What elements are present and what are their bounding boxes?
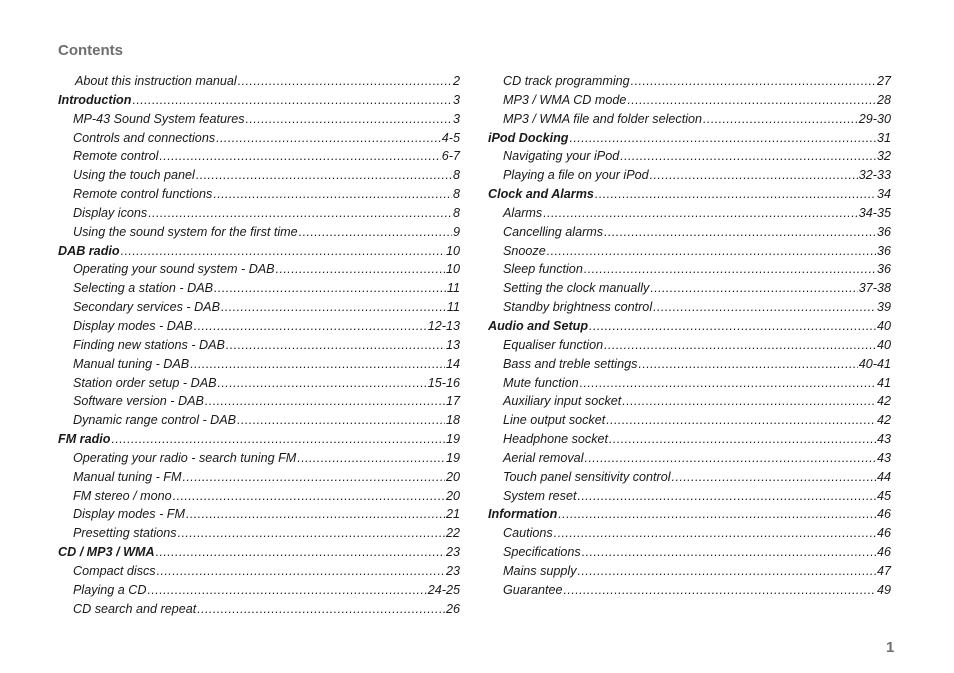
- toc-entry-page: 23: [445, 545, 460, 560]
- toc-dot-leader: [173, 489, 445, 503]
- toc-entry-title: System reset: [503, 488, 577, 503]
- toc-dot-leader: [627, 93, 876, 107]
- toc-entry[interactable]: [488, 112, 891, 131]
- toc-entry[interactable]: [488, 564, 891, 583]
- toc-entry-title: Manual tuning - DAB: [73, 356, 190, 371]
- toc-dot-leader: [178, 526, 445, 540]
- toc-entry-title: Remote control: [73, 149, 159, 164]
- toc-dot-leader: [238, 74, 452, 88]
- toc-entry-page: 40-41: [858, 356, 891, 371]
- toc-entry-title: CD search and repeat: [73, 601, 197, 616]
- toc-entry[interactable]: [488, 244, 891, 263]
- toc-entry-page: 9: [452, 224, 460, 239]
- toc-entry-title: Display modes - DAB: [73, 318, 193, 333]
- toc-dot-leader: [205, 394, 445, 408]
- toc-entry[interactable]: [488, 432, 891, 451]
- toc-entry[interactable]: [58, 262, 460, 281]
- toc-dot-leader: [631, 74, 876, 88]
- toc-dot-leader: [276, 262, 445, 276]
- toc-dot-leader: [218, 376, 427, 390]
- toc-entry-page: 27: [876, 74, 891, 88]
- toc-entry-page: 13: [445, 337, 460, 352]
- toc-dot-leader: [246, 112, 452, 126]
- toc-entry-title: Dynamic range control - DAB: [73, 413, 237, 428]
- toc-entry-page: 3: [452, 92, 460, 107]
- toc-section-entry[interactable]: [488, 319, 891, 338]
- toc-entry-title: DAB radio: [58, 243, 120, 258]
- toc-entry[interactable]: [488, 281, 891, 300]
- toc-section-entry[interactable]: [488, 187, 891, 206]
- toc-entry-title: Information: [488, 507, 558, 522]
- toc-entry-page: 46: [876, 507, 891, 522]
- toc-dot-leader: [214, 281, 446, 295]
- toc-entry-title: Controls and connections: [73, 130, 216, 145]
- toc-entry-title: Display modes - FM: [73, 507, 185, 522]
- toc-entry-page: 12-13: [427, 318, 460, 333]
- toc-dot-leader: [578, 564, 876, 578]
- toc-entry-page: 32-33: [858, 168, 891, 183]
- toc-entry-page: 43: [876, 450, 891, 465]
- toc-entry-title: Standby brightness control: [503, 300, 653, 315]
- toc-entry[interactable]: [58, 187, 460, 206]
- toc-entry[interactable]: [488, 149, 891, 168]
- toc-entry-title: MP-43 Sound System features: [73, 111, 245, 126]
- toc-dot-leader: [650, 168, 858, 182]
- toc-entry-title: Snooze: [503, 243, 546, 258]
- toc-dot-leader: [638, 357, 857, 371]
- toc-entry-title: Using the sound system for the first time: [73, 224, 298, 239]
- toc-entry[interactable]: [58, 507, 460, 526]
- toc-entry-title: Using the touch panel: [73, 168, 195, 183]
- toc-entry-page: 19: [445, 432, 460, 447]
- toc-right-column: [488, 74, 891, 602]
- toc-dot-leader: [226, 338, 445, 352]
- toc-dot-leader: [547, 244, 876, 258]
- toc-entry-title: FM radio: [58, 432, 111, 447]
- toc-entry-page: 3: [452, 111, 460, 126]
- toc-entry-page: 19: [445, 450, 460, 465]
- toc-entry[interactable]: [488, 206, 891, 225]
- toc-entry[interactable]: [58, 300, 460, 319]
- toc-dot-leader: [569, 131, 876, 145]
- toc-entry[interactable]: [488, 376, 891, 395]
- toc-entry[interactable]: [58, 131, 460, 150]
- toc-entry-page: 14: [445, 356, 460, 371]
- toc-dot-leader: [221, 300, 446, 314]
- toc-entry-title: Equaliser function: [503, 337, 604, 352]
- toc-entry-page: 4-5: [441, 130, 460, 145]
- toc-entry[interactable]: [58, 149, 460, 168]
- toc-entry-page: 20: [445, 488, 460, 503]
- toc-dot-leader: [653, 300, 876, 314]
- toc-dot-leader: [564, 583, 876, 597]
- toc-entry[interactable]: [58, 357, 460, 376]
- toc-dot-leader: [620, 149, 876, 163]
- toc-entry[interactable]: [58, 602, 460, 621]
- toc-dot-leader: [148, 206, 452, 220]
- toc-entry-title: Selecting a station - DAB: [73, 281, 214, 296]
- toc-entry[interactable]: [58, 394, 460, 413]
- toc-entry-page: 36: [876, 224, 891, 239]
- toc-entry-page: 45: [876, 488, 891, 503]
- toc-entry-page: 20: [445, 469, 460, 484]
- toc-entry[interactable]: [488, 74, 891, 93]
- toc-entry-page: 23: [445, 563, 460, 578]
- toc-entry[interactable]: [488, 413, 891, 432]
- toc-entry-title: Line output socket: [503, 413, 606, 428]
- toc-entry-title: Mains supply: [503, 563, 577, 578]
- toc-entry-page: 8: [452, 187, 460, 202]
- toc-entry-title: Aerial removal: [503, 450, 584, 465]
- toc-dot-leader: [585, 451, 876, 465]
- toc-dot-leader: [213, 187, 452, 201]
- toc-entry-page: 31: [876, 130, 891, 145]
- toc-entry-title: MP3 / WMA file and folder selection: [503, 111, 703, 126]
- toc-entry-title: Auxiliary input socket: [503, 394, 622, 409]
- toc-dot-leader: [159, 149, 440, 163]
- toc-entry-page: 6-7: [441, 149, 460, 164]
- toc-dot-leader: [111, 432, 445, 446]
- toc-entry[interactable]: [488, 583, 891, 602]
- toc-dot-leader: [121, 244, 445, 258]
- toc-entry-page: 36: [876, 262, 891, 277]
- toc-entry[interactable]: [58, 281, 460, 300]
- toc-entry-title: Operating your sound system - DAB: [73, 262, 275, 277]
- toc-dot-leader: [582, 545, 876, 559]
- toc-entry-page: 8: [452, 205, 460, 220]
- toc-entry-title: CD track programming: [503, 74, 630, 88]
- toc-entry-page: 21: [445, 507, 460, 522]
- toc-entry-title: Software version - DAB: [73, 394, 204, 409]
- toc-entry-title: About this instruction manual: [75, 74, 237, 88]
- toc-dot-leader: [216, 131, 441, 145]
- toc-entry[interactable]: [488, 225, 891, 244]
- toc-entry[interactable]: [58, 168, 460, 187]
- toc-dot-leader: [299, 225, 452, 239]
- toc-entry-title: Touch panel sensitivity control: [503, 469, 671, 484]
- toc-entry[interactable]: [58, 564, 460, 583]
- page-number: 1: [886, 639, 895, 656]
- toc-entry[interactable]: [488, 470, 891, 489]
- toc-section-entry[interactable]: [58, 432, 460, 451]
- toc-entry-title: Finding new stations - DAB: [73, 337, 225, 352]
- toc-dot-leader: [197, 602, 445, 616]
- toc-section-entry[interactable]: [58, 545, 460, 564]
- toc-entry[interactable]: [488, 300, 891, 319]
- toc-entry-page: 26: [445, 601, 460, 616]
- toc-entry-page: 10: [445, 243, 460, 258]
- toc-entry-page: 37-38: [858, 281, 891, 296]
- toc-entry[interactable]: [58, 376, 460, 395]
- toc-entry-page: 22: [445, 526, 460, 541]
- toc-dot-leader: [609, 432, 876, 446]
- toc-entry-title: Clock and Alarms: [488, 187, 594, 202]
- toc-entry[interactable]: [488, 545, 891, 564]
- toc-entry[interactable]: [488, 357, 891, 376]
- toc-entry-page: 40: [876, 318, 891, 333]
- toc-entry-title: Remote control functions: [73, 187, 213, 202]
- toc-entry-title: Alarms: [503, 205, 543, 220]
- toc-entry[interactable]: [488, 168, 891, 187]
- toc-dot-leader: [543, 206, 858, 220]
- toc-entry-page: 18: [445, 413, 460, 428]
- toc-entry[interactable]: [58, 489, 460, 508]
- toc-dot-leader: [156, 545, 445, 559]
- toc-entry[interactable]: [58, 206, 460, 225]
- toc-dot-leader: [237, 413, 445, 427]
- toc-section-entry[interactable]: [58, 244, 460, 263]
- toc-entry-title: Station order setup - DAB: [73, 375, 217, 390]
- toc-entry-page: 24-25: [427, 582, 460, 597]
- toc-entry[interactable]: [58, 74, 460, 93]
- toc-dot-leader: [672, 470, 876, 484]
- toc-dot-leader: [157, 564, 445, 578]
- toc-entry-page: 41: [876, 375, 891, 390]
- toc-dot-leader: [132, 93, 452, 107]
- toc-dot-leader: [183, 470, 445, 484]
- toc-section-entry[interactable]: [488, 131, 891, 150]
- toc-dot-leader: [190, 357, 445, 371]
- toc-dot-leader: [577, 489, 876, 503]
- toc-entry[interactable]: [488, 451, 891, 470]
- toc-entry-title: Specifications: [503, 545, 581, 560]
- toc-entry-page: 34-35: [858, 205, 891, 220]
- toc-entry-page: 11: [446, 281, 460, 296]
- toc-entry[interactable]: [58, 338, 460, 357]
- toc-left-column: [58, 74, 460, 620]
- toc-entry-title: Secondary services - DAB: [73, 300, 220, 315]
- toc-dot-leader: [703, 112, 858, 126]
- toc-entry[interactable]: [488, 489, 891, 508]
- toc-entry-page: 49: [876, 582, 891, 597]
- toc-entry[interactable]: [488, 338, 891, 357]
- toc-entry-title: Cautions: [503, 526, 553, 541]
- toc-entry-title: iPod Docking: [488, 130, 569, 145]
- toc-entry-page: 28: [876, 92, 891, 107]
- toc-entry-title: Compact discs: [73, 563, 156, 578]
- toc-dot-leader: [604, 338, 876, 352]
- toc-section-entry[interactable]: [58, 93, 460, 112]
- toc-dot-leader: [595, 187, 876, 201]
- toc-entry-title: Mute function: [503, 375, 579, 390]
- toc-entry-page: 44: [876, 469, 891, 484]
- toc-entry[interactable]: [488, 526, 891, 545]
- toc-entry-title: Presetting stations: [73, 526, 177, 541]
- toc-dot-leader: [580, 376, 876, 390]
- toc-entry-page: 46: [876, 526, 891, 541]
- toc-dot-leader: [297, 451, 445, 465]
- toc-entry[interactable]: [488, 394, 891, 413]
- toc-entry-title: CD / MP3 / WMA: [58, 545, 155, 560]
- toc-dot-leader: [558, 507, 876, 521]
- toc-dot-leader: [148, 583, 427, 597]
- toc-entry-title: Cancelling alarms: [503, 224, 604, 239]
- toc-entry-page: 42: [876, 394, 891, 409]
- toc-entry-page: 34: [876, 187, 891, 202]
- toc-entry-title: Headphone socket: [503, 432, 609, 447]
- toc-entry-page: 17: [445, 394, 460, 409]
- toc-dot-leader: [604, 225, 876, 239]
- toc-entry-page: 11: [446, 300, 460, 315]
- toc-entry-title: Operating your radio - search tuning FM: [73, 450, 297, 465]
- toc-entry-title: MP3 / WMA CD mode: [503, 92, 627, 107]
- toc-entry[interactable]: [58, 112, 460, 131]
- toc-entry[interactable]: [58, 583, 460, 602]
- toc-entry[interactable]: [58, 225, 460, 244]
- toc-entry-title: Bass and treble settings: [503, 356, 638, 371]
- toc-dot-leader: [606, 413, 876, 427]
- toc-entry-page: 39: [876, 300, 891, 315]
- toc-entry-page: 8: [452, 168, 460, 183]
- toc-entry-page: 40: [876, 337, 891, 352]
- toc-entry-title: Introduction: [58, 92, 132, 107]
- toc-dot-leader: [589, 319, 876, 333]
- toc-entry-page: 2: [452, 74, 460, 88]
- toc-entry-title: Playing a CD: [73, 582, 147, 597]
- toc-dot-leader: [622, 394, 876, 408]
- toc-entry-title: FM stereo / mono: [73, 488, 172, 503]
- toc-entry-page: 10: [445, 262, 460, 277]
- toc-dot-leader: [196, 168, 452, 182]
- toc-dot-leader: [584, 262, 876, 276]
- toc-entry[interactable]: [58, 319, 460, 338]
- toc-entry-title: Sleep function: [503, 262, 583, 277]
- toc-entry-title: Navigating your iPod: [503, 149, 620, 164]
- toc-entry-page: 29-30: [858, 111, 891, 126]
- toc-entry-page: 15-16: [427, 375, 460, 390]
- toc-dot-leader: [554, 526, 876, 540]
- page-heading: Contents: [58, 42, 123, 59]
- toc-entry-page: 47: [876, 563, 891, 578]
- toc-dot-leader: [194, 319, 427, 333]
- toc-entry-page: 46: [876, 545, 891, 560]
- toc-entry-title: Guarantee: [503, 582, 563, 597]
- toc-section-entry[interactable]: [488, 507, 891, 526]
- toc-entry-title: Display icons: [73, 205, 148, 220]
- toc-entry-title: Playing a file on your iPod: [503, 168, 649, 183]
- toc-entry[interactable]: [58, 451, 460, 470]
- toc-entry-title: Setting the clock manually: [503, 281, 650, 296]
- toc-dot-leader: [650, 281, 857, 295]
- toc-entry-title: Audio and Setup: [488, 318, 589, 333]
- toc-entry[interactable]: [488, 93, 891, 112]
- toc-entry[interactable]: [488, 262, 891, 281]
- toc-dot-leader: [186, 507, 445, 521]
- toc-entry[interactable]: [58, 470, 460, 489]
- toc-entry[interactable]: [58, 413, 460, 432]
- toc-entry-page: 42: [876, 413, 891, 428]
- toc-entry-title: Manual tuning - FM: [73, 469, 182, 484]
- toc-entry[interactable]: [58, 526, 460, 545]
- toc-entry-page: 36: [876, 243, 891, 258]
- toc-entry-page: 32: [876, 149, 891, 164]
- toc-entry-page: 43: [876, 432, 891, 447]
